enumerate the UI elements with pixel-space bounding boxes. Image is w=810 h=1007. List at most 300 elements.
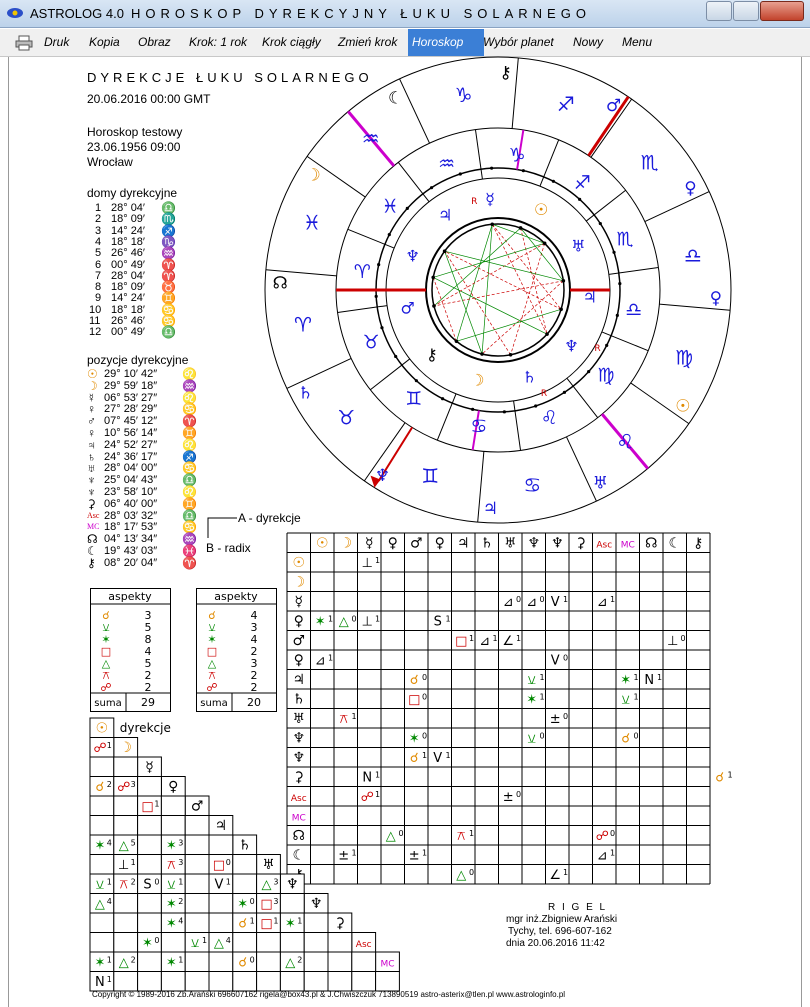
triangle-aspect-icon: ✶	[237, 897, 249, 912]
triangle-cell	[328, 952, 352, 972]
house-number: 12	[89, 326, 102, 339]
triangle-orb: 1	[106, 975, 112, 984]
degree-marker	[587, 370, 590, 373]
planet-glyph-icon: ♄	[87, 449, 96, 464]
footer-date: dnia 20.06.2016 11:42	[506, 938, 605, 949]
grid-col-header-icon: ☽	[339, 535, 353, 552]
aspect-line	[482, 281, 563, 354]
triangle-cell	[209, 835, 233, 855]
triangle-orb: 1	[273, 916, 279, 926]
triangle-cell	[185, 894, 209, 914]
triangle-label-icon: ♆	[286, 876, 299, 893]
planet-glyph-icon: ♅	[87, 461, 96, 476]
aspect-count: 4	[250, 609, 258, 622]
degree-marker	[415, 379, 418, 382]
mid-sign-icon: ♒	[438, 152, 456, 175]
planet-glyph-icon: ♂	[87, 414, 96, 429]
grid-aspect-icon: N	[644, 673, 655, 688]
grid-orb: 0	[539, 595, 545, 604]
triangle-orb: 3	[273, 877, 279, 887]
grid-row-header-icon: ⚳	[293, 769, 304, 786]
grid-aspect-icon: ☌	[409, 751, 419, 766]
triangle-orb: 1	[106, 877, 112, 887]
triangle-aspect-icon: ✶	[165, 955, 177, 971]
grid-row-header-icon: MC	[291, 813, 306, 824]
triangle-aspect-icon: □	[212, 858, 226, 873]
triangle-aspect-icon: □	[260, 916, 273, 932]
degree-marker	[605, 344, 608, 347]
planet-sign-icon: ♌	[182, 390, 197, 405]
birth-date: 23.06.1956 09:00	[87, 140, 181, 154]
grid-aspect-icon: ⊿	[596, 848, 608, 864]
house-position: 18° 09′	[111, 213, 145, 226]
triangle-aspect-icon: ☌	[238, 916, 248, 932]
triangle-aspect-icon: N	[95, 975, 105, 990]
triangle-cell	[138, 913, 162, 933]
grid-aspect-icon: ☌	[409, 673, 419, 688]
grid-aspect-icon: S	[433, 614, 442, 630]
triangle-orb: 1	[106, 741, 112, 750]
house-position: 18° 18′	[111, 303, 145, 316]
grid-aspect-icon: ⊿	[479, 634, 491, 649]
grid-row-header-icon: ☽	[292, 574, 306, 591]
triangle-cell	[209, 913, 233, 933]
triangle-aspect-icon: △	[261, 877, 272, 893]
triangle-orb: 1	[202, 936, 208, 945]
grid-orb: 1	[375, 770, 381, 780]
outer-planet-icon: ♀	[709, 288, 723, 309]
outer-sign-icon: ♋	[523, 472, 542, 497]
grid-orb: 1	[422, 751, 428, 760]
menu-item-6[interactable]: Zmień krok	[338, 35, 398, 49]
triangle-cell	[185, 952, 209, 972]
triangle-cell	[280, 894, 304, 914]
aspect-type-icon: ⚺	[102, 621, 110, 634]
triangle-aspect-icon: ✶	[165, 838, 177, 854]
triangle-cell	[257, 972, 281, 992]
triangle-label-icon: ⚳	[334, 915, 346, 932]
grid-row-header-icon: ♀	[293, 652, 304, 669]
menu-item-2[interactable]: Kopia	[89, 35, 120, 49]
degree-marker	[441, 397, 444, 400]
sign-divider	[338, 306, 388, 313]
triangle-aspect-icon: ☍	[117, 780, 131, 795]
aspect-count: 3	[144, 609, 152, 622]
triangle-aspect-icon: □	[260, 897, 273, 912]
outer-planet-icon: ⚷	[499, 63, 512, 84]
grid-col-header-icon: ☿	[364, 535, 374, 552]
triangle-aspect-icon: △	[94, 897, 105, 912]
app-name: ASTROLOG 4.0	[30, 6, 124, 21]
footer-contact: Tychy, tel. 696-607-162	[508, 926, 612, 937]
grid-orb: 1	[445, 751, 451, 760]
directions-triangle	[88, 716, 428, 990]
planet-glyph-icon: ☽	[87, 378, 98, 393]
maximize-button[interactable]	[733, 1, 759, 21]
triangle-label-icon: Asc	[355, 940, 372, 950]
grid-col-header-icon: ♄	[480, 535, 494, 552]
triangle-cell	[114, 972, 138, 992]
triangle-orb: 0	[154, 877, 160, 887]
aspect-type-icon: △	[101, 657, 111, 670]
house-number: 8	[95, 281, 102, 294]
triangle-label-icon: ☿	[145, 759, 154, 776]
triangle-cell	[138, 972, 162, 992]
planet-position: 28° 04′ 00″	[104, 462, 158, 475]
grid-col-header-icon: ☾	[668, 535, 682, 552]
triangle-orb: 2	[297, 955, 303, 965]
triangle-orb: 4	[225, 936, 231, 945]
grid-aspect-icon: ✶	[314, 614, 326, 630]
triangle-orb: 1	[106, 955, 112, 965]
aspect-count: 3	[250, 657, 258, 670]
grid-orb: 1	[328, 614, 334, 624]
grid-aspect-icon: ☌	[715, 770, 725, 786]
triangle-cell	[90, 913, 114, 933]
directions-date: 20.06.2016 00:00 GMT	[87, 92, 211, 106]
triangle-orb: 1	[178, 955, 184, 965]
triangle-aspect-icon: □	[141, 799, 154, 815]
triangle-aspect-icon: △	[118, 955, 129, 971]
triangle-orb: 1	[178, 877, 184, 887]
grid-aspect-icon: △	[456, 868, 467, 883]
outer-sign-icon: ♉	[337, 405, 356, 430]
menu-item-9[interactable]: Nowy	[573, 35, 604, 49]
planet-glyph-icon: ⚳	[87, 496, 96, 511]
house-sign-icon: ♏	[161, 212, 176, 227]
triangle-cell	[114, 894, 138, 914]
planet-sign-icon: ♈	[182, 414, 197, 429]
triangle-cell	[114, 796, 138, 816]
planet-position: 27° 28′ 29″	[104, 403, 158, 416]
triangle-cell	[352, 972, 376, 992]
grid-orb: 1	[492, 634, 498, 643]
grid-aspect-icon: ✶	[408, 731, 420, 747]
aspect-summary-tables	[90, 588, 280, 713]
house-sign-icon: ♎	[161, 201, 176, 215]
triangle-orb: 5	[130, 838, 136, 848]
triangle-cell	[161, 933, 185, 953]
grid-orb: 1	[563, 868, 569, 877]
grid-aspect-icon: ±	[338, 848, 350, 864]
planet-sign-icon: ♊	[182, 426, 197, 440]
house-number: 1	[95, 202, 102, 214]
aspect-line	[433, 277, 547, 334]
grid-col-header-icon: ⚷	[693, 535, 704, 552]
triangle-aspect-icon: ⚻	[119, 877, 129, 893]
triangle-aspect-icon: ✶	[284, 916, 296, 932]
triangle-orb: 0	[249, 955, 255, 965]
grid-orb: 0	[422, 673, 428, 682]
triangle-label-icon: ♂	[190, 798, 204, 815]
close-button[interactable]	[760, 1, 804, 21]
grid-orb: 0	[516, 595, 522, 604]
planet-position: 19° 43′ 03″	[104, 545, 158, 557]
grid-orb: 0	[398, 829, 404, 838]
triangle-cell	[233, 855, 257, 875]
footer-copyright: Copyright © 1989-2016 Zb.Arański 696607162 rigela@box43.pl & J.Chwiszczuk 713890519 astro-asterix@tlen.pl www.astrologinfo.pl	[92, 990, 566, 999]
triangle-aspect-icon: △	[118, 838, 129, 854]
grid-row-header-icon: ☊	[292, 828, 305, 844]
grid-aspect-icon: ±	[549, 712, 561, 727]
mid-sign-icon: ♌	[540, 407, 558, 430]
triangle-cell	[376, 972, 400, 992]
planet-glyph-icon: ♀	[87, 402, 96, 417]
degree-marker	[599, 222, 602, 225]
outer-sign-icon: ♌	[616, 429, 635, 454]
grid-row-header-icon: ♄	[292, 691, 306, 708]
triangle-aspect-icon: V	[214, 877, 224, 893]
grid-orb: 0	[469, 868, 475, 877]
triangle-cell	[328, 972, 352, 992]
planet-sign-icon: ♐	[182, 449, 197, 464]
house-sign-icon: ♋	[161, 314, 176, 328]
outer-planet-icon: ♃	[482, 498, 499, 519]
triangle-orb: 1	[130, 858, 136, 867]
outer-sign-icon: ♒	[361, 126, 380, 151]
aspect-type-icon: ☍	[100, 681, 112, 694]
grid-row-header-icon: ☿	[294, 594, 304, 610]
triangle-label-icon: ♅	[262, 857, 275, 873]
triangle-aspect-icon: ✶	[94, 838, 106, 854]
houses-title: domy dyrekcyjne	[87, 186, 178, 200]
triangle-header: dyrekcje	[119, 721, 171, 735]
triangle-cell	[304, 933, 328, 953]
triangle-cell	[304, 972, 328, 992]
triangle-aspect-icon: ✶	[142, 936, 153, 951]
grid-aspect-icon: ⊥	[667, 634, 679, 649]
degree-marker	[612, 251, 615, 254]
grid-orb: 0	[610, 829, 616, 838]
planet-position: 25° 04′ 43″	[104, 474, 158, 487]
menu-item-8[interactable]: Wybór planet	[483, 35, 554, 49]
aspect-line	[482, 224, 492, 354]
grid-orb: 1	[516, 634, 522, 643]
planet-glyph-icon: ☊	[87, 532, 98, 547]
triangle-cell	[90, 933, 114, 953]
triangle-aspect-icon: △	[285, 955, 296, 971]
degree-marker	[534, 404, 537, 407]
grid-orb: 1	[422, 848, 428, 858]
house-position: 28° 04′	[111, 202, 145, 214]
planet-sign-icon: ♋	[182, 520, 197, 535]
grid-orb: 1	[351, 712, 357, 721]
outer-sign-icon: ♍	[675, 345, 694, 370]
degree-marker	[616, 314, 619, 317]
house-number: 10	[89, 303, 102, 316]
grid-aspect-icon: ±	[502, 790, 514, 805]
planet-position: 06° 40′ 00″	[104, 497, 158, 510]
sign-divider	[586, 190, 625, 221]
triangle-cell	[233, 933, 257, 953]
house-number: 7	[95, 269, 102, 282]
grid-row-header-icon: ♆	[292, 750, 306, 766]
triangle-orb: 1	[249, 916, 255, 926]
planet-glyph-icon: ♆	[87, 473, 96, 488]
page-title: DYREKCJE ŁUKU SOLARNEGO	[87, 70, 373, 85]
house-sign-icon: ♉	[161, 280, 176, 295]
birth-place: Wrocław	[87, 155, 133, 169]
planet-glyph-icon: ♆	[87, 485, 96, 499]
mid-sign-icon: ♏	[616, 228, 634, 251]
triangle-cell	[257, 933, 281, 953]
aspect-point	[545, 332, 549, 336]
planet-position: 24° 52′ 27″	[104, 438, 158, 451]
mid-sign-icon: ♈	[353, 260, 371, 283]
planet-position: 23° 58′ 10″	[104, 486, 158, 498]
outer-planet-icon: ♄	[297, 383, 314, 404]
triangle-cell	[138, 835, 162, 855]
aspect-point	[480, 352, 484, 356]
printer-icon[interactable]	[15, 36, 33, 50]
mid-sign-icon: ♉	[362, 331, 380, 354]
triangle-cell	[161, 816, 185, 836]
inner-planet-icon: ♃	[582, 287, 597, 307]
house-sign-icon: ♈	[161, 268, 176, 283]
triangle-cell	[280, 933, 304, 953]
menu-item-4[interactable]: Krok: 1 rok	[189, 35, 248, 49]
grid-aspect-icon: □	[408, 692, 421, 708]
grid-orb: 1	[351, 848, 357, 858]
triangle-cell	[185, 835, 209, 855]
grid-orb: 1	[375, 556, 381, 565]
aspect-type-icon: ⚺	[208, 621, 216, 634]
triangle-cell	[185, 972, 209, 992]
menu-item-10[interactable]: Menu	[622, 35, 653, 49]
planet-glyph-icon: ☉	[87, 367, 98, 381]
triangle-cell	[209, 894, 233, 914]
triangle-cell	[304, 913, 328, 933]
outer-sign-icon: ♑	[454, 83, 473, 108]
grid-aspect-icon: ⚻	[456, 829, 466, 844]
inner-planet-icon: ☉	[534, 199, 549, 219]
triangle-aspect-icon: ✶	[165, 916, 177, 932]
house-position: 18° 18′	[111, 235, 145, 248]
triangle-cell	[90, 757, 114, 777]
menu-item-5[interactable]: Krok ciągły	[262, 35, 321, 49]
planet-glyph-icon: ☾	[87, 544, 98, 558]
triangle-cell	[114, 816, 138, 836]
degree-marker	[375, 295, 378, 298]
menu-item-3[interactable]: Obraz	[138, 35, 171, 49]
aspect-type-icon: ⚻	[102, 669, 110, 682]
triangle-aspect-icon: ✶	[165, 897, 177, 912]
aspect-type-icon: ☌	[102, 609, 110, 622]
triangle-cell	[209, 972, 233, 992]
inner-planet-icon: ♃	[438, 205, 453, 225]
wheel-ring	[426, 218, 570, 362]
house-position: 18° 09′	[111, 281, 145, 294]
triangle-label-icon: ♀	[168, 779, 179, 795]
sign-divider	[567, 378, 598, 417]
house-sign-icon: ♊	[161, 291, 176, 306]
mid-sign-icon: ♍	[597, 364, 615, 387]
grid-aspect-icon: ⚺	[621, 692, 631, 708]
inner-planet-icon: ♅	[571, 236, 586, 256]
grid-orb: 0	[539, 731, 545, 741]
sum-value: 20	[247, 696, 261, 709]
triangle-orb: 2	[130, 877, 136, 887]
planet-sign-icon: ♎	[182, 473, 197, 488]
grid-orb: 1	[727, 770, 733, 780]
planet-position: 10° 56′ 14″	[104, 427, 158, 439]
inner-planet-icon: ♂	[400, 298, 415, 318]
grid-col-header-icon: Asc	[596, 540, 613, 551]
aspect-point	[443, 249, 447, 253]
grid-row-header-icon: ♅	[292, 711, 306, 727]
window-title: HOROSKOP DYREKCYJNY ŁUKU SOLARNEGO	[131, 6, 591, 21]
planet-sign-icon: ♌	[182, 367, 197, 381]
aspect-point	[543, 242, 547, 246]
triangle-cell	[138, 894, 162, 914]
aspect-count: 8	[144, 633, 152, 646]
grid-orb: 0	[516, 790, 522, 799]
menu-item-1[interactable]: Druk	[44, 35, 70, 49]
triangle-cell	[352, 952, 376, 972]
planet-position: 29° 10′ 42″	[104, 368, 158, 380]
triangle-cell	[161, 972, 185, 992]
menu-item-7[interactable]: Horoskop	[408, 29, 484, 56]
retrograde-label: R	[471, 197, 478, 208]
footer-company: R I G E L	[548, 902, 608, 913]
aspect-table-1	[90, 589, 171, 713]
grid-col-header-icon: MC	[620, 540, 635, 551]
grid-aspect-icon: ⚻	[339, 712, 349, 727]
degree-marker	[618, 282, 621, 285]
sign-divider	[514, 401, 521, 451]
sign-divider	[512, 58, 518, 129]
minimize-button[interactable]	[706, 1, 732, 21]
triangle-aspect-icon: ☍	[93, 741, 107, 756]
aspect-type-icon: ✶	[101, 633, 111, 646]
mid-sign-icon: ♎	[625, 299, 643, 322]
aspect-count: 2	[144, 669, 152, 682]
degree-marker	[388, 233, 391, 236]
degree-marker	[578, 198, 581, 201]
grid-orb: 1	[539, 673, 545, 682]
planet-glyph-icon: Asc	[87, 510, 100, 520]
planet-position: 07° 45′ 12″	[104, 415, 158, 428]
planet-position: 06° 53′ 27″	[104, 391, 158, 404]
grid-aspect-icon: ☍	[360, 790, 374, 805]
grid-aspect-icon: ⊥	[361, 614, 373, 630]
triangle-orb: 2	[130, 955, 136, 965]
grid-aspect-icon: ∠	[549, 868, 562, 883]
menu-bar	[0, 29, 810, 57]
mid-sign-icon: ♊	[405, 387, 423, 410]
aspect-count: 4	[144, 645, 152, 658]
house-position: 26° 46′	[111, 247, 145, 260]
aspect-type-icon: □	[206, 645, 218, 658]
triangle-aspect-icon: ⚺	[95, 877, 105, 893]
triangle-aspect-icon: ✶	[94, 955, 106, 971]
triangle-orb: 2	[106, 780, 112, 789]
triangle-cell	[90, 816, 114, 836]
triangle-cell	[138, 952, 162, 972]
degree-marker	[380, 326, 383, 329]
degree-marker	[471, 408, 474, 411]
grid-aspect-icon: N	[362, 770, 373, 786]
grid-orb: 0	[633, 731, 639, 741]
inner-planet-icon: ☽	[470, 370, 485, 390]
house-sign-icon: ♑	[161, 234, 176, 249]
grid-aspect-icon: □	[455, 634, 468, 649]
outer-planet-icon: ☾	[388, 88, 404, 109]
grid-col-header-icon: ♆	[527, 535, 541, 552]
triangle-orb: 0	[225, 858, 231, 867]
aspect-type-icon: △	[207, 657, 217, 670]
sign-divider	[609, 267, 659, 274]
